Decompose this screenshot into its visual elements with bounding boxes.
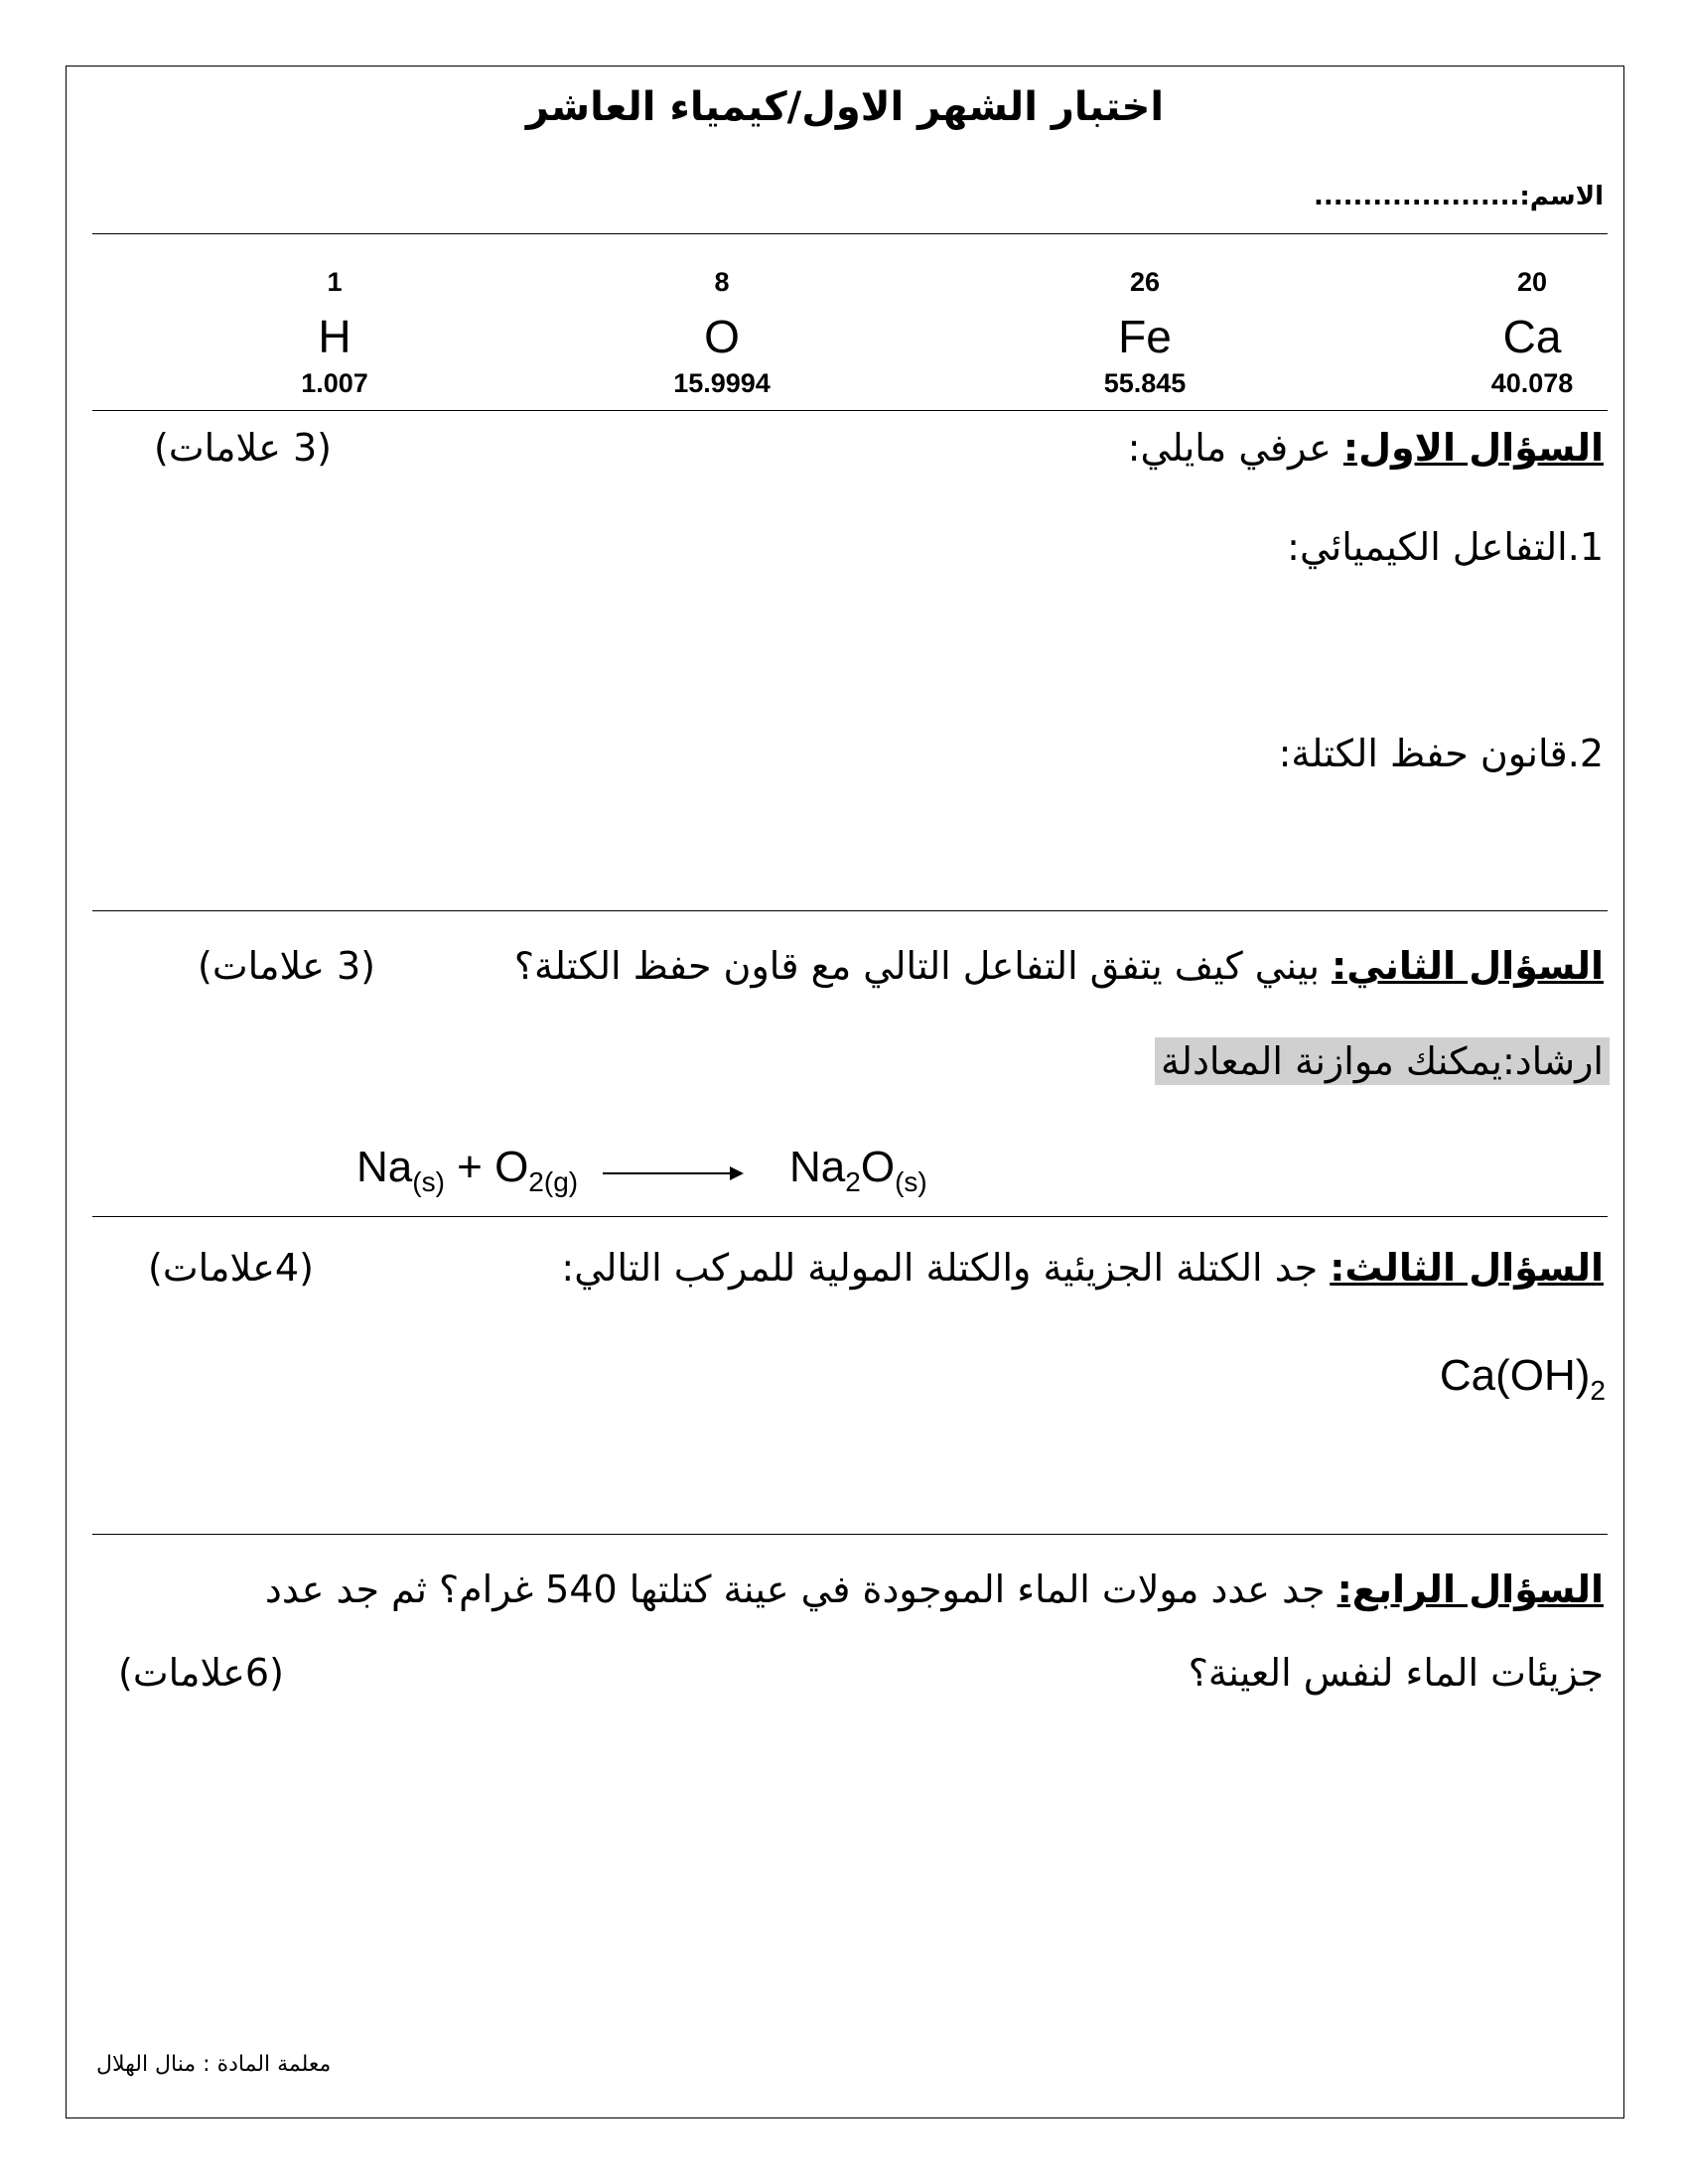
atomic-mass: 55.845 bbox=[1103, 368, 1187, 398]
element-ca bbox=[1413, 267, 1651, 399]
product-oxygen: O bbox=[860, 1143, 896, 1191]
question-1-marks: (3 علامات) bbox=[154, 426, 332, 470]
element-h bbox=[215, 267, 454, 399]
question-4-marks: (6علامات) bbox=[118, 1651, 284, 1695]
atomic-number: 1 bbox=[327, 267, 343, 297]
element-symbol: Fe bbox=[1118, 311, 1172, 362]
product-state: (s) bbox=[895, 1165, 927, 1197]
question-3-heading bbox=[561, 1246, 1604, 1290]
question-2-text: بيني كيف يتفق التفاعل التالي مع قاون حفظ الكتلة؟ bbox=[513, 944, 1332, 988]
element-fe bbox=[1026, 267, 1264, 399]
product-subscript: 2 bbox=[845, 1165, 861, 1197]
element-symbol: H bbox=[318, 311, 352, 362]
reactant-oxygen: O bbox=[494, 1143, 529, 1191]
compound-formula bbox=[1440, 1351, 1606, 1407]
question-1-item-2: 2.قانون حفظ الكتلة: bbox=[1278, 732, 1604, 775]
reactant-oxygen-subscript: 2(g) bbox=[528, 1165, 579, 1197]
exam-page bbox=[66, 66, 1624, 2118]
question-4-text-line-2: جزيئات الماء لنفس العينة؟ bbox=[1188, 1651, 1604, 1695]
question-1-item-1: 1.التفاعل الكيميائي: bbox=[1287, 525, 1604, 569]
question-1-label: السؤال الاول: bbox=[1342, 426, 1604, 470]
divider bbox=[92, 1534, 1608, 1535]
hint-box bbox=[1155, 1037, 1610, 1085]
divider bbox=[92, 410, 1608, 411]
question-4-text-line-1: جد عدد مولات الماء الموجودة في عينة كتلتها 540 غرام؟ ثم جد عدد bbox=[264, 1568, 1337, 1611]
product-formula bbox=[789, 1143, 927, 1198]
exam-title: اختبار الشهر الاول/كيمياء العاشر bbox=[525, 84, 1165, 130]
element-symbol: O bbox=[704, 311, 740, 362]
question-3-marks: (4علامات) bbox=[148, 1246, 314, 1290]
compound-subscript: 2 bbox=[1590, 1374, 1606, 1406]
question-3-text: جد الكتلة الجزيئية والكتلة المولية للمركب التالي: bbox=[561, 1246, 1331, 1290]
product-sodium: Na bbox=[789, 1143, 846, 1191]
question-3-label: السؤال الثالث: bbox=[1330, 1246, 1604, 1290]
reactant-sodium: Na bbox=[356, 1143, 413, 1191]
atomic-mass: 40.078 bbox=[1490, 368, 1574, 398]
question-1-heading bbox=[1128, 426, 1604, 470]
chemical-equation bbox=[356, 1143, 578, 1198]
atomic-mass: 1.007 bbox=[301, 368, 368, 398]
reactant-sodium-state: (s) bbox=[412, 1165, 445, 1197]
teacher-name: معلمة المادة : منال الهلال bbox=[96, 2052, 332, 2077]
atomic-number: 8 bbox=[714, 267, 730, 297]
compound-text: Ca(OH) bbox=[1439, 1351, 1591, 1400]
question-4-label: السؤال الرابع: bbox=[1336, 1568, 1604, 1611]
question-1-text: عرفي مايلي: bbox=[1127, 426, 1343, 470]
student-name-field: الاسم:..................... bbox=[1313, 182, 1604, 211]
reaction-arrow-icon bbox=[603, 1162, 746, 1184]
atomic-mass: 15.9994 bbox=[673, 368, 771, 398]
element-symbol: Ca bbox=[1502, 311, 1562, 362]
element-o bbox=[603, 267, 841, 399]
atomic-number: 20 bbox=[1516, 267, 1548, 297]
atomic-number: 26 bbox=[1129, 267, 1161, 297]
divider bbox=[92, 1216, 1608, 1217]
hint-text: يمكنك موازنة المعادلة bbox=[1161, 1039, 1502, 1083]
divider bbox=[92, 910, 1608, 911]
question-4-heading bbox=[265, 1568, 1604, 1611]
question-2-heading bbox=[514, 944, 1604, 988]
question-2-label: السؤال الثاني: bbox=[1332, 944, 1604, 988]
plus-sign: + bbox=[444, 1143, 495, 1191]
question-2-marks: (3 علامات) bbox=[198, 944, 375, 988]
hint-label: ارشاد: bbox=[1501, 1039, 1604, 1083]
divider bbox=[92, 233, 1608, 234]
